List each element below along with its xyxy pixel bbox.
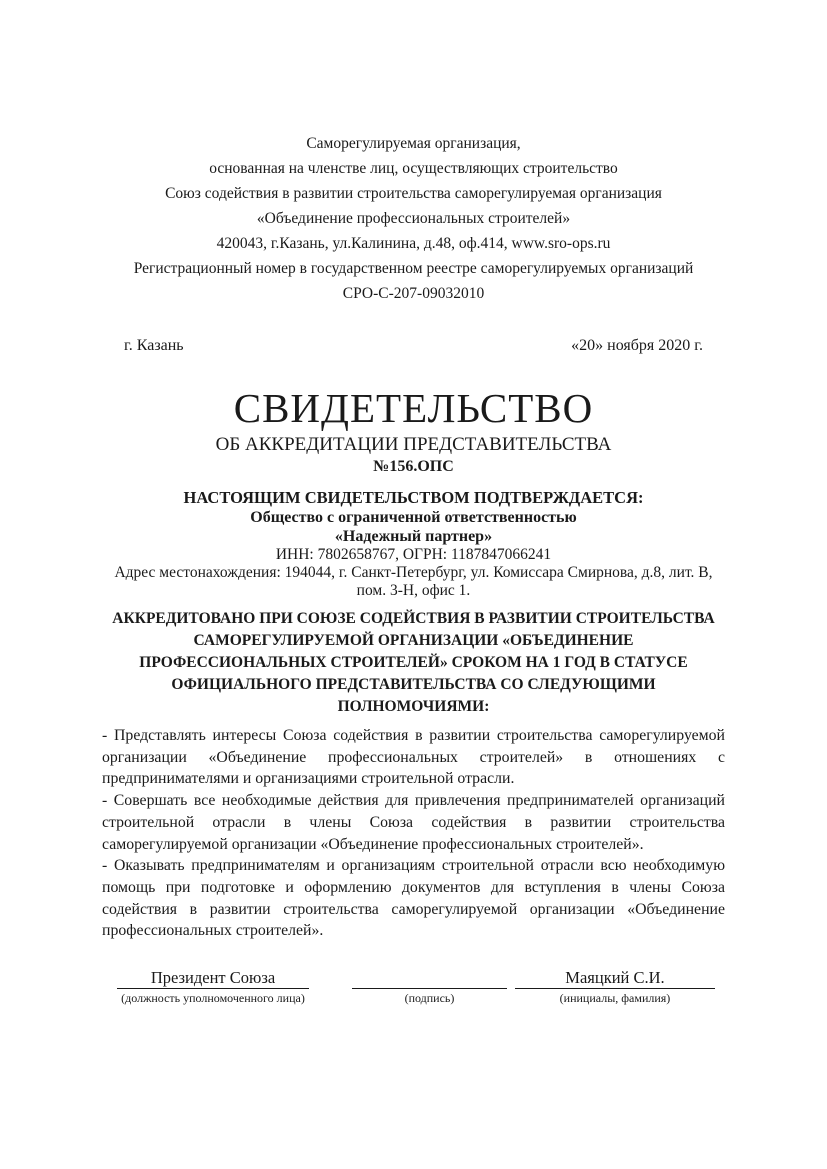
title-block — [102, 384, 725, 477]
org-header-line: Саморегулируемая организация, — [306, 135, 521, 152]
org-header-line: Союз содействия в развитии строительства саморегулируемая организация — [165, 185, 662, 202]
signatory-position: Президент Союза — [117, 968, 309, 989]
power-paragraph: - Совершать все необходимые действия для привлечения предпринимателей организаций строительной отрасли в члены Союза содействия в развитии строительства саморегулируемой организации «Объединение профессиональных строителей». — [102, 792, 725, 853]
org-header-line: основанная на членстве лиц, осуществляющих строительство — [209, 160, 618, 177]
company-registration-numbers: ИНН: 7802658767, ОГРН: 1187847066241 — [275, 546, 552, 563]
issue-date: «20» ноября 2020 г. — [571, 337, 703, 354]
company-address: Адрес местонахождения: 194044, г. Санкт-Петербург, ул. Комиссара Смирнова, д.8, лит. В, пом. 3-Н, офис 1. — [114, 564, 713, 599]
document-subtitle: ОБ АККРЕДИТАЦИИ ПРЕДСТАВИТЕЛЬСТВА — [215, 434, 612, 455]
powers-list — [102, 725, 725, 942]
document-number: №156.ОПС — [373, 458, 454, 475]
signature-space — [352, 968, 507, 989]
power-paragraph: - Оказывать предпринимателям и организациям строительной отрасли всю необходимую помощь при подготовке и оформлению документов для вступления в члены Союза содействия в развитии строительства саморегулируемой организации «Объединение профессиональных строителей». — [102, 857, 725, 940]
org-header — [102, 131, 725, 306]
org-header-line: СРО-С-207-09032010 — [342, 285, 485, 302]
confirmation-heading: НАСТОЯЩИМ СВИДЕТЕЛЬСТВОМ ПОДТВЕРЖДАЕТСЯ: — [183, 488, 644, 507]
name-label: (инициалы, фамилия) — [559, 991, 671, 1006]
org-header-line: «Объединение профессиональных строителей» — [256, 210, 571, 227]
power-paragraph: - Представлять интересы Союза содействия в развитии строительства саморегулируемой организации «Объединение профессиональных строителей» в отношениях с предпринимателями и организациями строительной отрасли. — [102, 727, 725, 788]
signature-block — [102, 968, 725, 1006]
company-name: «Надежный партнер» — [334, 527, 493, 545]
position-label: (должность уполномоченного лица) — [121, 991, 305, 1006]
signature-sign-column — [352, 968, 507, 1006]
signatory-name: Маяцкий С.И. — [515, 968, 715, 989]
org-header-line: 420043, г.Казань, ул.Калинина, д.48, оф.414, www.sro-ops.ru — [216, 235, 611, 252]
signature-name-column — [515, 968, 715, 1006]
document-title: СВИДЕТЕЛЬСТВО — [233, 385, 594, 431]
org-header-line: Регистрационный номер в государственном реестре саморегулируемых организаций — [133, 260, 694, 277]
confirmation-block — [102, 487, 725, 600]
issue-place: г. Казань — [124, 337, 184, 354]
place-date-row — [102, 336, 725, 356]
signature-label: (подпись) — [404, 991, 455, 1006]
signature-position-column — [117, 968, 309, 1006]
company-type: Общество с ограниченной ответственностью — [250, 509, 577, 526]
accreditation-statement: АККРЕДИТОВАНО ПРИ СОЮЗЕ СОДЕЙСТВИЯ В РАЗВИТИИ СТРОИТЕЛЬСТВА САМОРЕГУЛИРУЕМОЙ ОРГАНИЗАЦИИ «ОБЪЕДИНЕНИЕ ПРОФЕССИОНАЛЬНЫХ СТРОИТЕЛЕЙ» СРОКОМ НА 1 ГОД В СТАТУСЕ ОФИЦИАЛЬНОГО ПРЕДСТАВИТЕЛЬСТВА СО СЛЕДУЮЩИМИ ПОЛНОМОЧИЯМИ: — [112, 610, 715, 715]
